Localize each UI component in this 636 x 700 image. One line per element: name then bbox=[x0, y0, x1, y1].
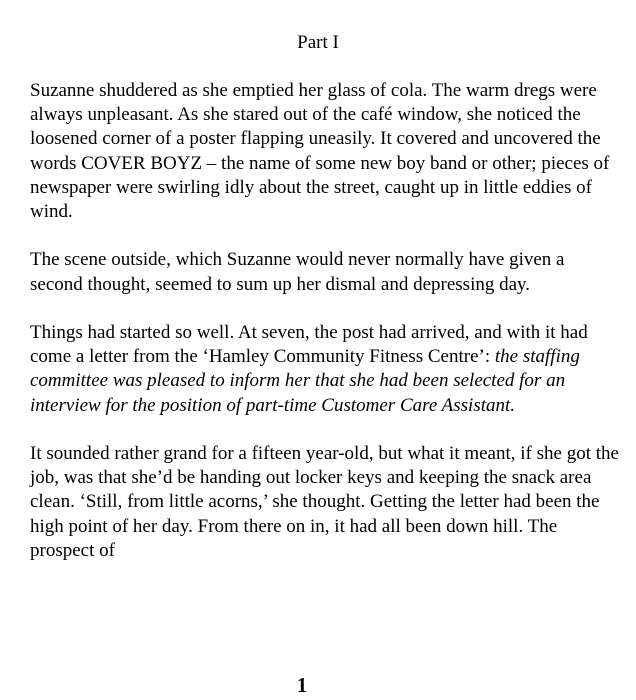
paragraph-1 bbox=[30, 79, 620, 224]
paragraph-2 bbox=[30, 248, 620, 296]
paragraph-1-text: Suzanne shuddered as she emptied her glass of cola. The warm dregs were always unpleasant. As she stared out of the café window, she noticed the loosened corner of a poster flapping uneasily. It covered and uncovered the words COVER BOYZ – the name of some new boy band or other; pieces of newspaper were swirling idly about the street, caught up in little eddies of wind. bbox=[30, 80, 610, 223]
paragraph-2-text: The scene outside, which Suzanne would never normally have given a second thought, seemed to sum up her dismal and depressing day. bbox=[30, 249, 565, 295]
paragraph-3-text: Things had started so well. At seven, the post had arrived, and with it had come a letter from the ‘Hamley Community Fitness Centre’: bbox=[30, 322, 588, 368]
part-title: Part I bbox=[297, 32, 339, 53]
page-number: 1 bbox=[296, 673, 308, 697]
paragraph-3-italic-text: the staffing committee was pleased to inform her that she had been selected for an interview for the position of part-time Customer Care Assistant. bbox=[30, 346, 580, 416]
paragraph-3 bbox=[30, 321, 620, 418]
body-text bbox=[30, 79, 620, 563]
paragraph-4 bbox=[30, 442, 620, 563]
paragraph-4-text: It sounded rather grand for a fifteen year-old, but what it meant, if she got the job, was that she’d be handing out locker keys and keeping the snack area clean. ‘Still, from little acorns,’ she thought. Getting the letter had been the high point of her day. From there on in, it had all been down hill. The prospect of bbox=[30, 443, 619, 561]
